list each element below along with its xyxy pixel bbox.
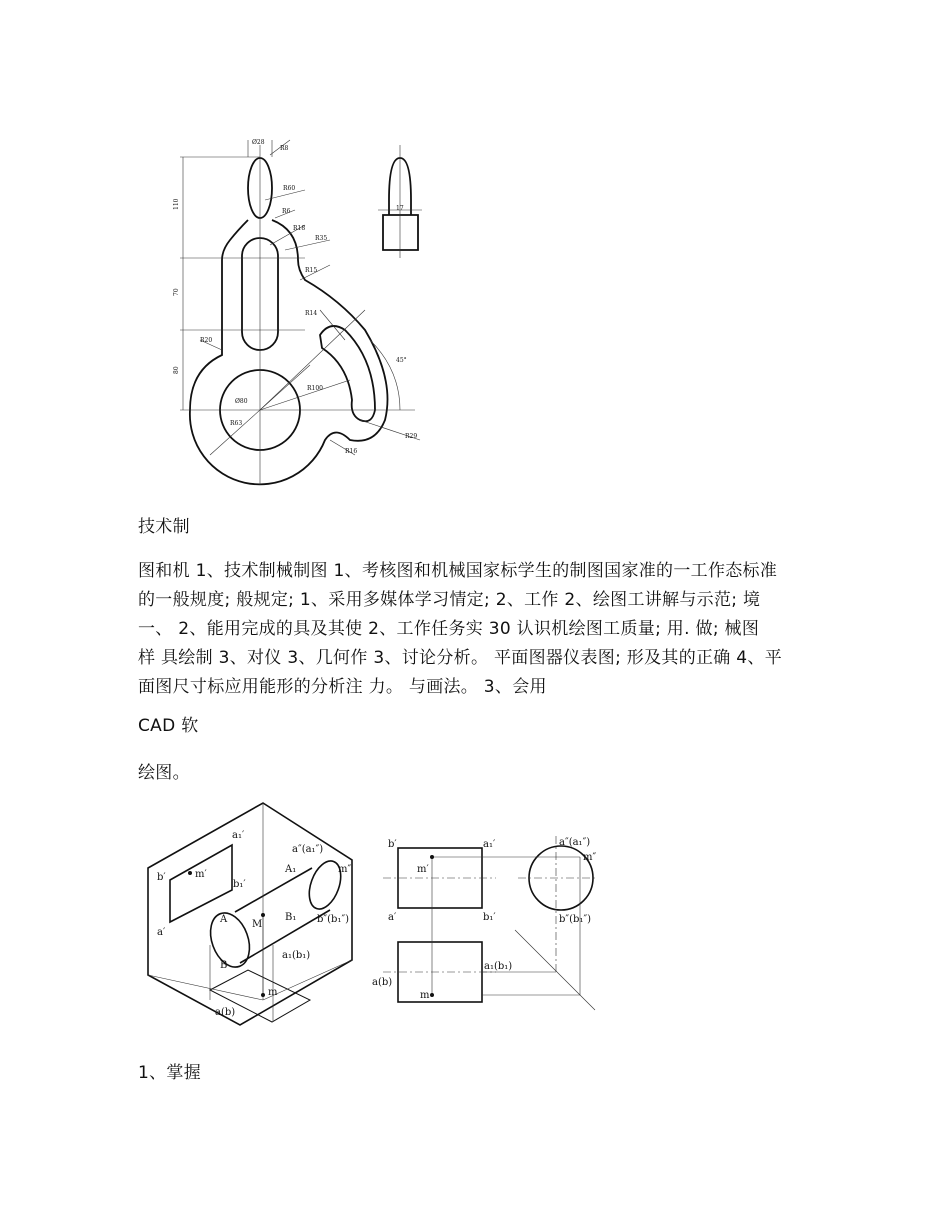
label-r8: R8 [280, 145, 289, 152]
label-M: M [252, 919, 263, 930]
label-a-dprime-sv: a″(a₁″) [559, 837, 591, 848]
side-view [383, 158, 418, 250]
label-m-dprime: m″ [338, 864, 352, 875]
label-ab-tv: a(b) [372, 977, 393, 988]
label-a1b1-tv: a₁(b₁) [484, 961, 513, 972]
label-r60: R60 [283, 185, 296, 192]
label-80: 80 [173, 366, 180, 374]
iso-circle-front [204, 908, 257, 973]
label-m-dprime-sv: m″ [583, 852, 597, 863]
label-r100: R100 [307, 385, 323, 392]
label-m-tv: m [420, 990, 430, 1001]
label-A1: A₁ [285, 864, 297, 875]
label-b1-prime-fv: b₁′ [483, 912, 496, 923]
label-d28: Ø28 [252, 139, 265, 146]
label-d80: Ø80 [235, 398, 248, 405]
label-a1-prime-fv: a₁′ [483, 839, 496, 850]
label-ab: a(b) [215, 1007, 236, 1018]
label-r18: R18 [293, 225, 306, 232]
label-b-prime: b′ [157, 872, 166, 883]
label-r6: R6 [282, 208, 291, 215]
label-b1-prime: b₁′ [233, 879, 246, 890]
hook-drawing-figure [160, 130, 440, 490]
label-B1: B₁ [285, 912, 297, 923]
label-r63: R63 [230, 420, 243, 427]
cylinder-projection-figure [140, 795, 610, 1030]
hook-outline [190, 220, 388, 484]
label-17: 17 [396, 205, 404, 212]
paragraph-line: 一、 2、能用完成的具及其使 2、工作任务实 30 认识机绘图工质量; 用. 做; 械图 [138, 619, 760, 639]
section-heading: 1、掌握 [138, 1063, 202, 1083]
paragraph-line: 面图尺寸标应用能形的分析注 力。 与画法。 3、会用 [138, 677, 547, 697]
paragraph-line: 图和机 1、技术制械制图 1、考核图和机械国家标学生的制图国家准的一工作态标准 [138, 561, 778, 581]
paragraph-line: 的一般规度; 般规定; 1、采用多媒体学习情定; 2、工作 2、绘图工讲解与示范; 境 [138, 590, 761, 610]
label-B: B [220, 960, 228, 971]
label-a1b1: a₁(b₁) [282, 950, 311, 961]
label-110: 110 [173, 198, 180, 210]
label-a-dprime: a″(a₁″) [292, 844, 324, 855]
arc-slot [320, 326, 375, 421]
label-r16: R16 [345, 448, 358, 455]
label-b-prime-fv: b′ [388, 839, 397, 850]
label-r20: R20 [200, 337, 213, 344]
label-70: 70 [173, 288, 180, 296]
label-a-prime-fv: a′ [388, 912, 397, 923]
label-a-prime: a′ [157, 927, 166, 938]
paragraph-line: 样 具绘制 3、对仪 3、几何作 3、讨论分析。 平面图器仪表图; 形及其的正确 4、平 [138, 648, 783, 668]
label-b-dprime-sv: b″(b₁″) [559, 914, 592, 925]
label-r15: R15 [305, 267, 318, 274]
label-A: A [220, 914, 228, 925]
label-m: m [268, 987, 278, 998]
label-r29: R29 [405, 433, 418, 440]
label-m-prime: m′ [195, 869, 207, 880]
section-heading: 技术制 [138, 517, 190, 537]
label-r14: R14 [305, 310, 318, 317]
label-r35: R35 [315, 235, 328, 242]
label-a1-prime: a₁′ [232, 830, 245, 841]
section-heading: 绘图。 [138, 763, 190, 783]
label-b-dprime: b″(b₁″) [317, 914, 350, 925]
label-45deg: 45° [396, 357, 407, 364]
section-heading: CAD 软 [138, 716, 199, 736]
label-m-prime-fv: m′ [417, 864, 429, 875]
